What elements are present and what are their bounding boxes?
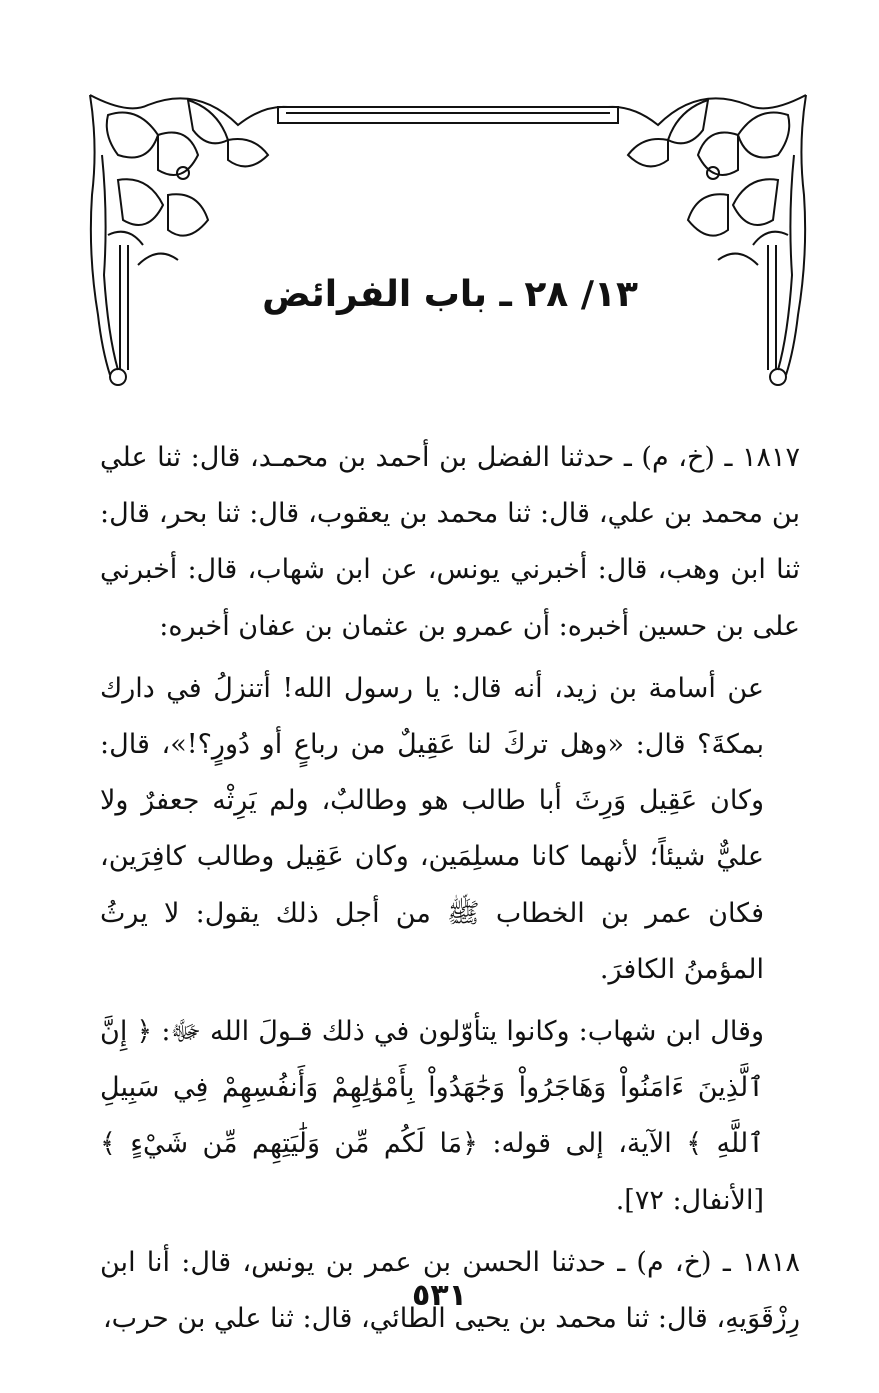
paragraph-ibn-shihab: وقال ابن شهاب: وكانوا يتأوّلون في ذلك قـولَ الله ﷻ: ﴿ إِنَّ ٱلَّذِينَ ءَامَنُواْ وَهَاجَرُواْ وَجَٰهَدُواْ بِأَمْوَٰلِهِمْ وَأَنفُسِهِمْ فِي سَبِيلِ ٱللَّهِ ﴾ الآية، إلى قوله: ﴿مَا لَكُم مِّن وَلَٰيَتِهِم مِّن شَيْءٍ ﴾[الأنفال: ٧٢]. (100, 1016, 764, 1216)
paragraph-hadith-1818: ١٨١٨ ـ (خ، م) ـ حدثنا الحسن بن عمر بن يونس، قال: أنا ابن رِزْقَوَيهِ، قال: ثنا محمد بن يحيى الطائي، قال: ثنا علي بن حرب، (100, 1246, 800, 1335)
chapter-title: ١٣/ ٢٨ ـ باب الفرائض (262, 274, 638, 315)
paragraph-usama-narration: عن أسامة بن زيد، أنه قال: يا رسول الله! أتنزلُ في دارك بمكةَ؟ قال: «وهل تركَ لنا عَقِيلٌ من رباعٍ أو دُورٍ؟!»، قال: وكان عَقِيل وَرِثَ أبا طالب هو وطالبٌ، ولم يَرِثْه جعفرٌ ولا عليٌّ شيئاً؛ لأنهما كانا مسلِمَين، وكان عَقِيل وطالب كافِرَين، فكان عمر بن الخطاب ﷺ من أجل ذلك يقول: لا يرثُ المؤمنُ الكافرَ. (100, 672, 764, 985)
ornamental-frame-icon (88, 85, 808, 390)
body-text (100, 430, 800, 1353)
paragraph-hadith-1817: ١٨١٧ ـ (خ، م) ـ حدثنا الفضل بن أحمد بن محمـد، قال: ثنا علي بن محمد بن علي، قال: ثنا محمد بن يعقوب، قال: ثنا بحر، قال: ثنا ابن وهب، قال: أخبرني يونس، عن ابن شهاب، قال: أخبرني على بن حسين أخبره: أن عمرو بن عثمان بن عفان أخبره: (100, 442, 800, 642)
page-number: ٥٣١ (412, 1278, 467, 1313)
